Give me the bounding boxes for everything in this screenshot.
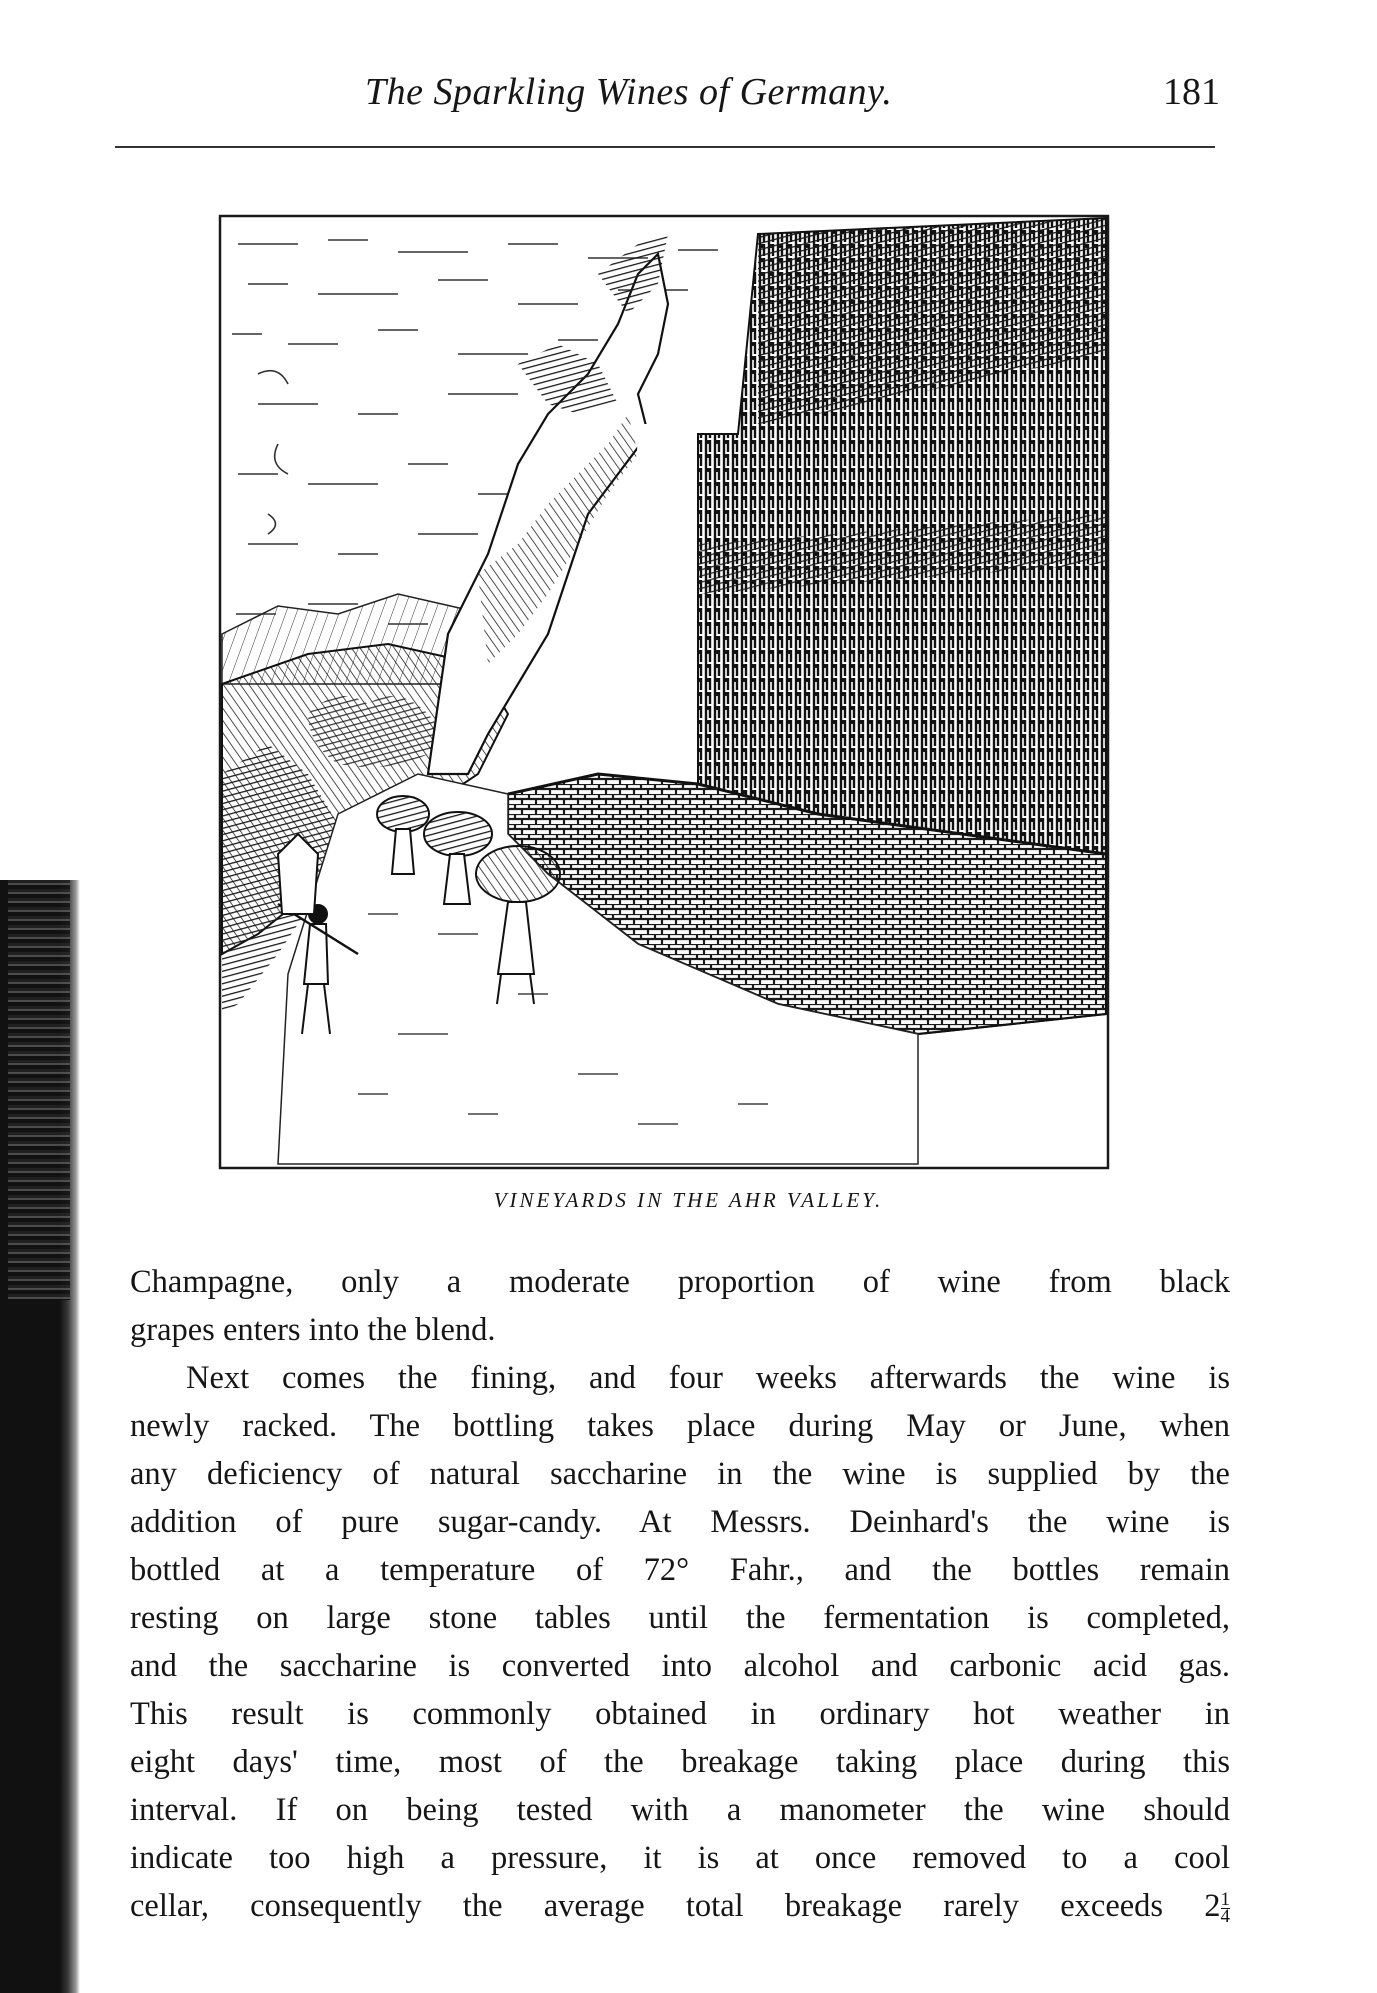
running-title: The Sparkling Wines of Germany. xyxy=(365,71,893,113)
text-line: interval. If on being tested with a manometer the wine should xyxy=(130,1792,1230,1828)
text-line: indicate too high a pressure, it is at once removed to a cool xyxy=(130,1840,1230,1876)
text-line: any deficiency of natural saccharine in the wine is supplied by the xyxy=(130,1456,1230,1492)
text-line: resting on large stone tables until the fermentation is completed, xyxy=(130,1600,1230,1636)
text-line: grapes enters into the blend. xyxy=(130,1312,496,1348)
text-line: addition of pure sugar-candy. At Messrs. Deinhard's the wine is xyxy=(130,1504,1230,1540)
fraction-denominator: 4 xyxy=(1220,1906,1230,1928)
binding-edge-texture xyxy=(8,880,70,1300)
text-line-last xyxy=(130,1882,1230,1930)
body-text xyxy=(130,1258,1230,1930)
text-line: eight days' time, most of the breakage taking place during this xyxy=(130,1744,1230,1780)
header-rule xyxy=(115,146,1215,148)
text-line: newly racked. The bottling takes place during May or June, when xyxy=(130,1408,1230,1444)
light-gap xyxy=(628,424,688,754)
fraction-one-quarter xyxy=(1220,1889,1231,1928)
text-line-content: cellar, consequently the average total breakage rarely exceeds 2 xyxy=(130,1888,1221,1924)
text-line: Champagne, only a moderate proportion of wine from black xyxy=(130,1264,1230,1300)
page-header xyxy=(115,70,1220,130)
figure-caption: VINEYARDS IN THE AHR VALLEY. xyxy=(493,1188,884,1212)
text-line: bottled at a temperature of 72° Fahr., and the bottles remain xyxy=(130,1552,1230,1588)
engraving-illustration xyxy=(218,214,1110,1170)
text-line: This result is commonly obtained in ordinary hot weather in xyxy=(130,1696,1230,1732)
page-number: 181 xyxy=(1163,71,1220,113)
text-line: and the saccharine is converted into alcohol and carbonic acid gas. xyxy=(130,1648,1230,1684)
fraction-numerator: 1 xyxy=(1220,1889,1230,1911)
text-line: Next comes the fining, and four weeks afterwards the wine is xyxy=(186,1360,1230,1396)
